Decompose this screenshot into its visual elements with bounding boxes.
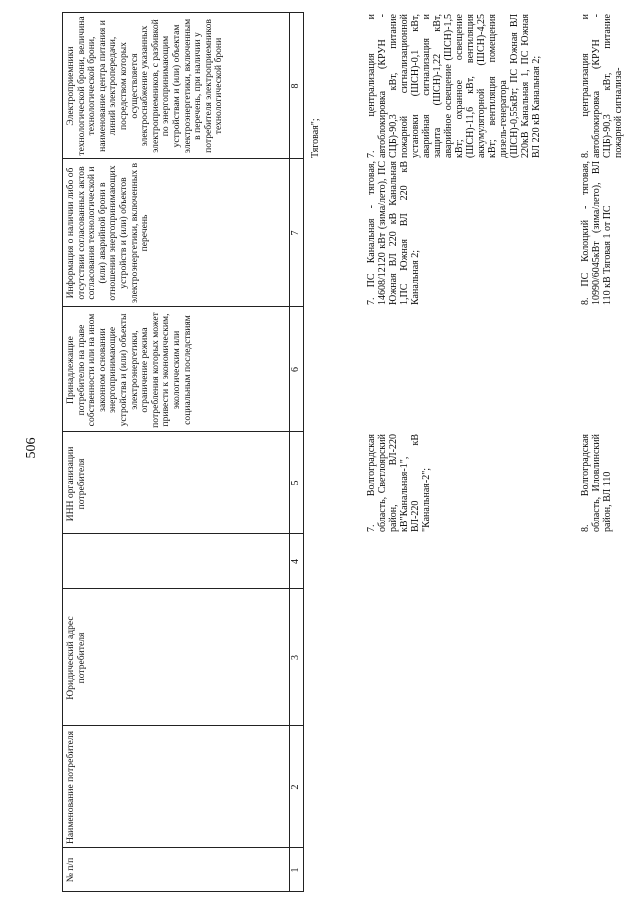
row-7-emergency-armor: 7. централизация и автоблокировка (КРУН - СЦБ)-90,3 кВт, питание пожарной сигнализационной установки (ШСН)-0,1 кВт, аварийная сигнализация и защита (ШСН)-1,22 кВт, аварийное освещение (ШСН)-1,5 кВт; охранное освещение (ШСН)-11,6 кВт, вентиляция аккумуляторной (ШСН)-4,25 кВт; вентиляция помещения дизель-генератора (ШСН)-0,55кВт; ПС Южная ВЛ 220кВ Канальная 1, ПС Южная ВЛ 220 кВ Канальная 2; bbox=[366, 14, 542, 158]
header-cell-tech-armor: Электроприемники технологической брони, величина технологической брони, наименование центра питания и линий электропередачи, посредством которых осуществляется электроснабжение указанных электроприемников, с разбивкой по энергопринимающим устройствам и (или) объектам электроэнергетики, включенным в перечень, при наличии у потребителя электроприемников технологической брони bbox=[65, 16, 225, 156]
column-divider bbox=[62, 725, 304, 726]
header-cell-inn: ИНН организации потребителя bbox=[65, 446, 87, 522]
column-divider bbox=[62, 306, 304, 307]
column-divider bbox=[62, 533, 304, 534]
table-right-border bbox=[62, 12, 304, 13]
table-bottom-border bbox=[303, 12, 304, 892]
column-number-7: 7 bbox=[290, 230, 301, 236]
row-7-tech-armor: 7. ПС Канальная - тяговая, 14608/12120 кВт (зима/лето), ПС Южная ВЛ 220 кВ Канальная 1,ПС Южная ВЛ 220 кВ Канальная 2; bbox=[366, 161, 421, 305]
header-cell-legal-address: Юридический адрес потребителя bbox=[65, 616, 87, 700]
header-cell-armor-acts: Информация о наличии либо об отсутствии согласованных актов согласования технологической и (или) аварийной брони в отношении энергопринимающих устройств и (или) объектов электроэнергетики, включенных в перечень bbox=[65, 162, 151, 304]
continuation-text: Тяговая"; bbox=[310, 118, 321, 158]
column-number-5: 5 bbox=[290, 480, 301, 486]
column-number-2: 2 bbox=[290, 784, 301, 790]
column-number-6: 6 bbox=[290, 367, 301, 372]
header-cell-number: № п/п bbox=[65, 857, 76, 883]
row-8-tech-armor: 8. ПС Колоцкий - тяговая, 10990/6045кВт (зима/лето), ВЛ 110 кВ Тяговая 1 от ПС bbox=[580, 161, 613, 305]
row-8-object: 8. Волгоградская область, Иловлинский район, ВЛ 110 bbox=[580, 434, 613, 532]
column-number-4: 4 bbox=[290, 559, 301, 564]
column-divider bbox=[62, 847, 304, 848]
header-cell-consumer-name: Наименование потребителя bbox=[65, 730, 76, 844]
column-divider bbox=[62, 588, 304, 589]
header-cell-energy-devices: Принадлежащие потребителю на праве собственности или на ином законном основании энергопринимающие устройства и (или) объекты электроэнергетики, ограничение режима потребления которых может привести к экономическим, экологическим или социальным последствиям bbox=[65, 312, 193, 428]
column-divider bbox=[62, 158, 304, 159]
table-left-border bbox=[62, 891, 304, 892]
page-number: 506 bbox=[24, 437, 39, 459]
row-8-emergency-armor: 8. централизация и автоблокировка (КРУН - СЦБ)-90,3 кВт, питание пожарной сигнализа- bbox=[580, 14, 624, 158]
row-7-object: 7. Волгоградская область, Светлоярский район, ВЛ-220 кВ"Канальная-1", ВЛ-220 кВ "Канальная-2"; bbox=[366, 434, 432, 532]
table-top-border bbox=[62, 12, 63, 892]
column-number-3: 3 bbox=[290, 655, 301, 660]
column-number-8: 8 bbox=[290, 83, 301, 89]
column-divider bbox=[62, 431, 304, 432]
table-header-separator bbox=[289, 12, 290, 892]
rotated-document-page bbox=[20, 12, 624, 892]
column-number-1: 1 bbox=[290, 867, 301, 873]
